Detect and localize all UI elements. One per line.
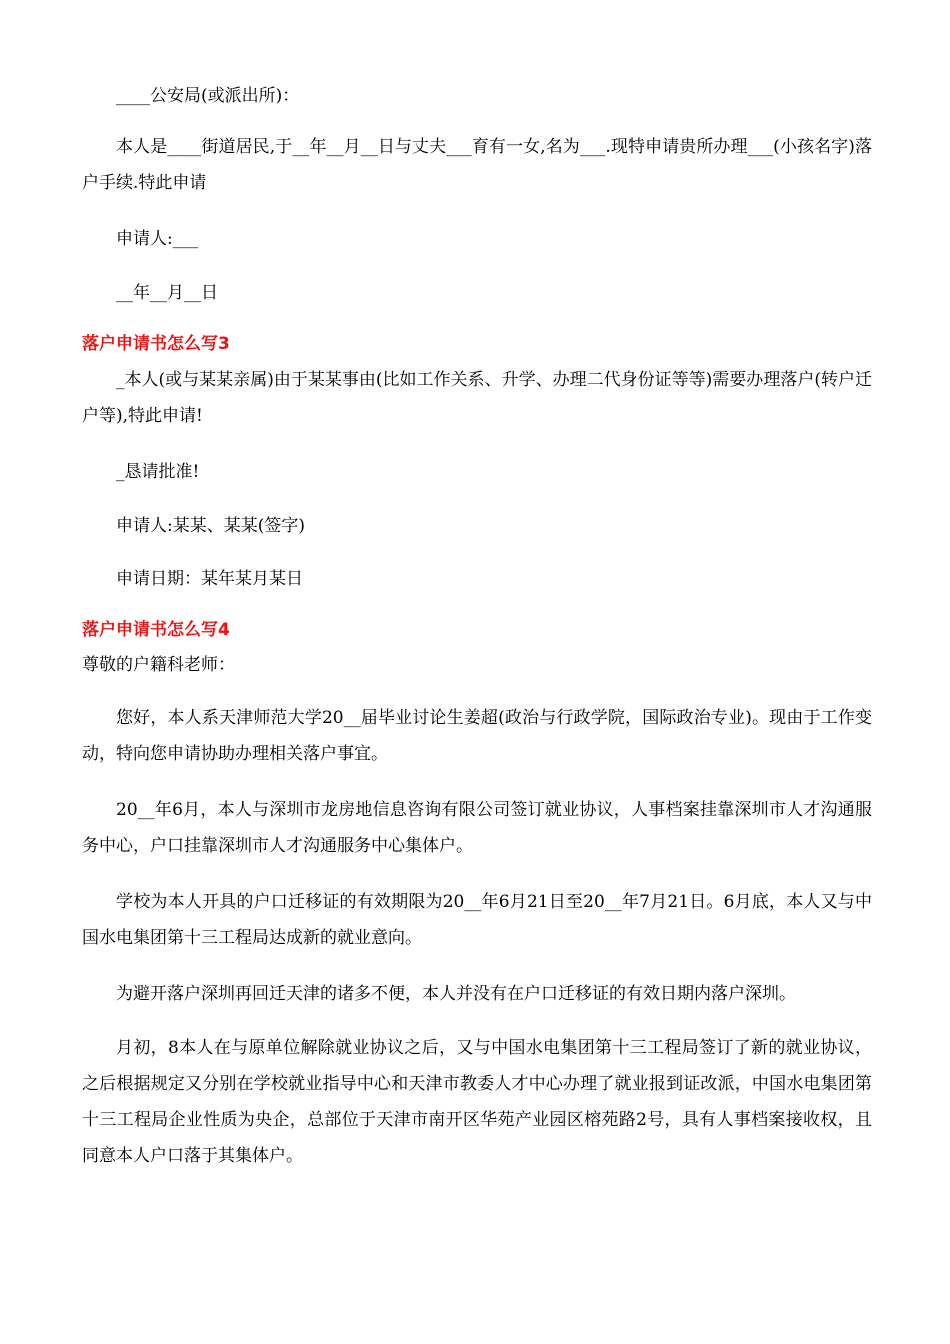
section-title-3: 落户申请书怎么写3 (82, 334, 230, 354)
section4-paragraph: 学校为本人开具的户口迁移证的有效期限为20__年6月21日至20__年7月21日。6月底，本人又与中国水电集团第十三工程局达成新的就业意向。 (82, 892, 872, 948)
section3-date: 申请日期：某年某月某日 (116, 569, 303, 589)
section4-paragraph: 月初，8本人在与原单位解除就业协议之后，又与中国水电集团第十三工程局签订了新的就业协议，之后根据规定又分别在学校就业指导中心和天津市教委人才中心办理了就业报到证改派，中国水电集团第十三工程局企业性质为央企，总部位于天津市南开区华苑产业园区榕苑路2号，具有人事档案接收权，且同意本人户口落于其集体户。 (82, 1038, 872, 1166)
section4-salutation: 尊敬的户籍科老师： (82, 655, 235, 675)
section-title-4: 落户申请书怎么写4 (82, 620, 230, 640)
section3-request: _恳请批准! (116, 462, 200, 482)
section4-paragraph: 20__年6月，本人与深圳市龙房地信息咨询有限公司签订就业协议，人事档案挂靠深圳市人才沟通服务中心，户口挂靠深圳市人才沟通服务中心集体户。 (82, 800, 872, 856)
date-line: __年__月__日 (116, 283, 218, 303)
police-salutation: ____公安局(或派出所)： (116, 86, 300, 106)
section3-body: _本人(或与某某亲属)由于某某事由(比如工作关系、升学、办理二代身份证等等)需要办理落户(转户迁户等),特此申请! (82, 370, 872, 426)
section4-paragraph: 您好，本人系天津师范大学20__届毕业讨论生姜超(政治与行政学院，国际政治专业)。现由于工作变动，特向您申请协助办理相关落户事宜。 (82, 708, 872, 764)
section3-applicant: 申请人:某某、某某(签字) (116, 516, 305, 536)
applicant-line: 申请人:___ (116, 229, 199, 249)
section4-paragraph: 为避开落户深圳再回迁天津的诸多不便，本人并没有在户口迁移证的有效日期内落户深圳。 (116, 984, 796, 1004)
application-body: 本人是____街道居民,于__年__月__日与丈夫___育有一女,名为___.现特申请贵所办理___(小孩名字)落户手续.特此申请 (82, 137, 872, 193)
